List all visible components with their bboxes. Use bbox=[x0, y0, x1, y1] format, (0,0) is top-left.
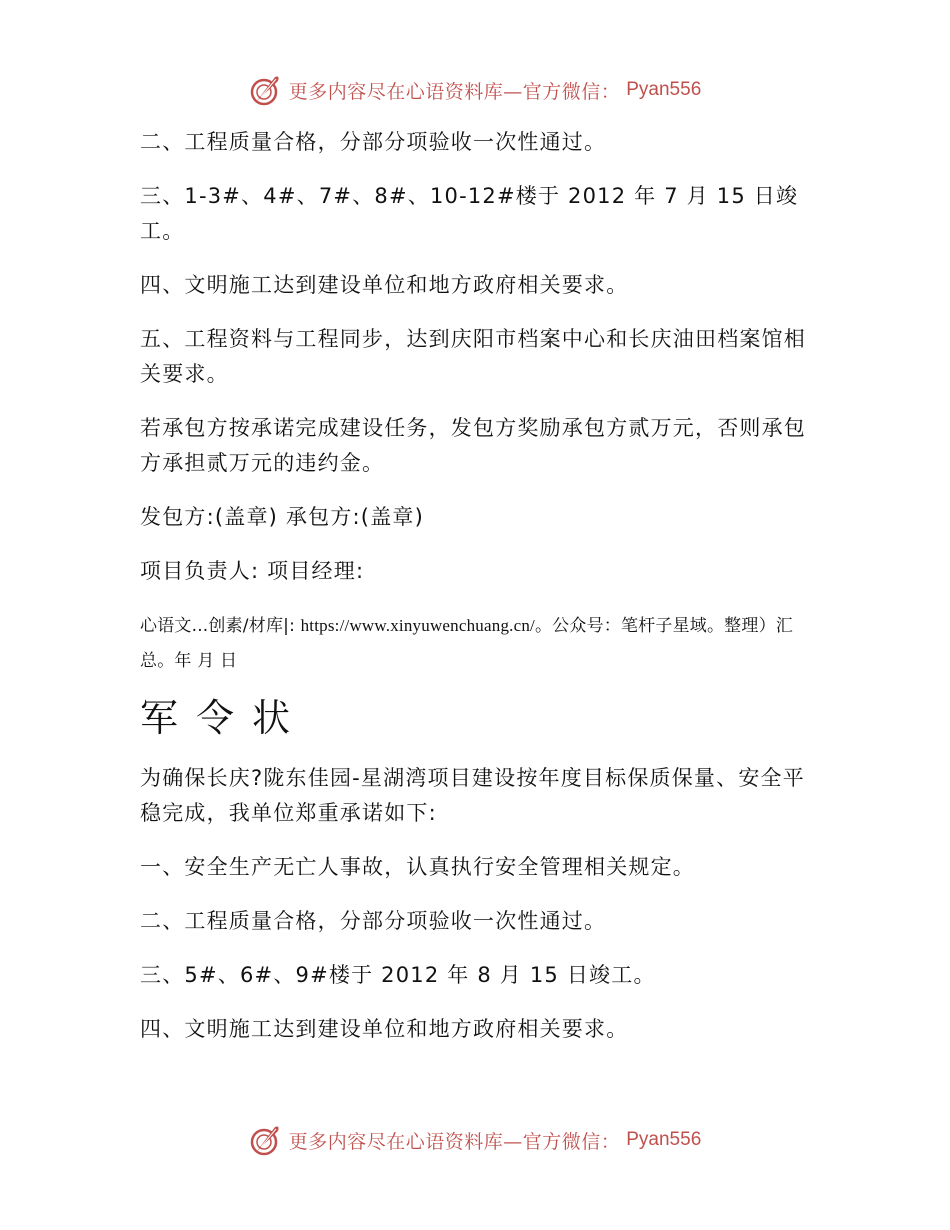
paragraph: 四、文明施工达到建设单位和地方政府相关要求。 bbox=[140, 1017, 629, 1041]
paragraph: 五、工程资料与工程同步，达到庆阳市档案中心和长庆油田档案馆相关要求。 bbox=[140, 327, 806, 386]
footer-watermark bbox=[0, 1120, 950, 1160]
quill-logo-icon bbox=[249, 1123, 283, 1157]
paragraph: 三、5#、6#、9#楼于 2012 年 8 月 15 日竣工。 bbox=[140, 963, 656, 987]
watermark bbox=[249, 73, 702, 107]
paragraph: 为确保长庆?陇东佳园-星湖湾项目建设按年度目标保质保量、安全平稳完成，我单位郑重承诺如下: bbox=[140, 766, 805, 825]
paragraph: 项目负责人: 项目经理: bbox=[140, 559, 365, 583]
watermark-id: Pyan556 bbox=[626, 1129, 702, 1150]
watermark bbox=[249, 1123, 702, 1157]
source-suffix: 。公众号：笔杆子星域。整理）汇总。年 月 日 bbox=[140, 616, 793, 671]
header-watermark bbox=[0, 70, 950, 110]
source-note bbox=[140, 608, 810, 679]
watermark-text: 更多内容尽在心语资料库—官方微信： bbox=[288, 1130, 621, 1153]
watermark-text: 更多内容尽在心语资料库—官方微信： bbox=[288, 80, 621, 103]
source-url: https://www.xinyuwenchuang.cn/ bbox=[300, 616, 535, 635]
section-title: 军令状 bbox=[140, 696, 309, 740]
document-body bbox=[140, 125, 810, 1066]
paragraph: 一、安全生产无亡人事故，认真执行安全管理相关规定。 bbox=[140, 855, 695, 879]
paragraph: 若承包方按承诺完成建设任务，发包方奖励承包方贰万元，否则承包方承担贰万元的违约金。 bbox=[140, 416, 806, 475]
watermark-id: Pyan556 bbox=[626, 79, 702, 100]
paragraph: 二、工程质量合格，分部分项验收一次性通过。 bbox=[140, 909, 607, 933]
quill-logo-icon bbox=[249, 73, 283, 107]
paragraph: 发包方:(盖章) 承包方:(盖章) bbox=[140, 505, 424, 529]
paragraph: 四、文明施工达到建设单位和地方政府相关要求。 bbox=[140, 273, 629, 297]
paragraph: 二、工程质量合格，分部分项验收一次性通过。 bbox=[140, 130, 607, 154]
source-prefix: 心语文...创素/材库|: bbox=[140, 616, 301, 636]
paragraph: 三、1-3#、4#、7#、8#、10-12#楼于 2012 年 7 月 15 日竣工。 bbox=[140, 184, 799, 243]
